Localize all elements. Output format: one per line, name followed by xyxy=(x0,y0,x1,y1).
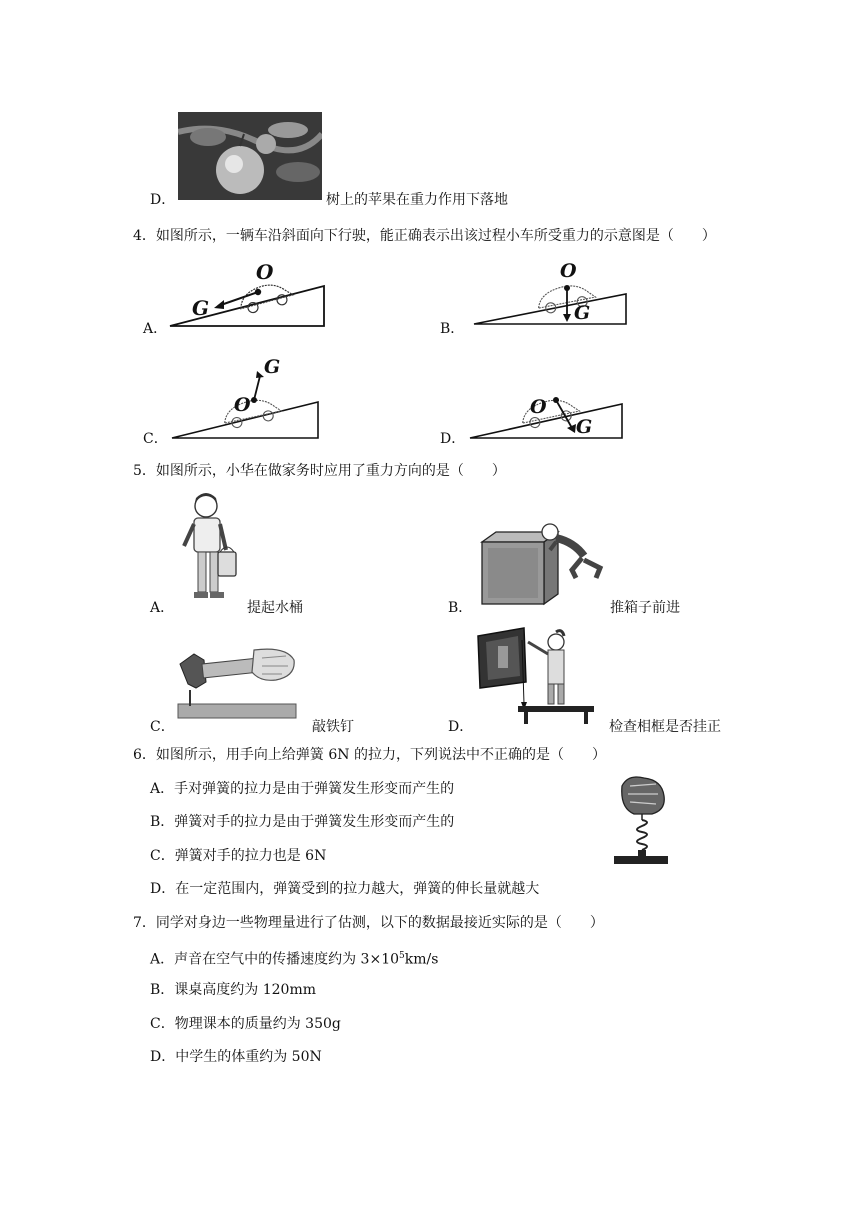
q5-option-b-image xyxy=(476,520,608,608)
q4-c-o-label: O xyxy=(234,394,251,416)
q5-stem: 5．如图所示，小华在做家务时应用了重力方向的是（ ） xyxy=(133,463,506,479)
q5-option-c-label: C． xyxy=(150,719,175,735)
q5-option-d-text: 检查相框是否挂正 xyxy=(609,719,721,735)
q4-c-g-label: G xyxy=(264,356,281,378)
q7-option-d: D．中学生的体重约为 50N xyxy=(150,1049,322,1065)
q3-apple-photo xyxy=(178,112,322,200)
q7-stem: 7．同学对身边一些物理量进行了估测，以下的数据最接近实际的是（ ） xyxy=(133,915,604,931)
q4-option-b-diagram xyxy=(470,262,630,330)
q4-d-g-label: G xyxy=(576,416,593,438)
q5-option-c-image xyxy=(176,640,300,724)
q4-option-a-label: A． xyxy=(143,321,168,337)
q6-stem: 6．如图所示，用手向上给弹簧 6N 的拉力，下列说法中不正确的是（ ） xyxy=(133,747,606,763)
q7-option-a-unit: km/s xyxy=(404,951,439,968)
q6-option-a: A．手对弹簧的拉力是由于弹簧发生形变而产生的 xyxy=(150,781,455,797)
q4-b-g-label: G xyxy=(574,302,591,324)
q5-option-a-text: 提起水桶 xyxy=(247,600,303,616)
q7-option-a xyxy=(150,947,438,969)
q5-option-c-text: 敲铁钉 xyxy=(312,719,354,735)
q4-d-o-label: O xyxy=(530,396,547,418)
q4-b-o-label: O xyxy=(560,260,577,282)
q5-option-d-label: D． xyxy=(448,719,474,735)
q4-option-d-diagram xyxy=(466,372,630,442)
q4-option-c-label: C． xyxy=(143,431,168,447)
q3-option-d-label: D． xyxy=(150,192,176,208)
q4-stem: 4．如图所示，一辆车沿斜面向下行驶，能正确表示出该过程小车所受重力的示意图是（ ） xyxy=(133,228,716,244)
q7-option-c: C．物理课本的质量约为 350g xyxy=(150,1016,341,1032)
q5-option-b-text: 推箱子前进 xyxy=(610,600,680,616)
q4-option-d-label: D． xyxy=(440,431,466,447)
q7-option-b: B．课桌高度约为 120mm xyxy=(150,982,317,998)
q5-option-b-label: B． xyxy=(448,600,473,616)
q5-option-d-image xyxy=(474,626,604,726)
q5-option-a-label: A． xyxy=(150,600,175,616)
q4-option-b-label: B． xyxy=(440,321,465,337)
q4-option-c-diagram xyxy=(168,358,324,442)
q4-option-a-diagram xyxy=(166,262,328,330)
q6-spring-hand-image xyxy=(612,774,670,866)
q4-a-g-label: G xyxy=(192,296,210,320)
q6-option-d: D．在一定范围内，弹簧受到的拉力越大，弹簧的伸长量就越大 xyxy=(150,881,540,897)
q6-option-c: C．弹簧对手的拉力也是 6N xyxy=(150,848,327,864)
q4-a-o-label: O xyxy=(256,260,274,284)
q3-option-d-text: 树上的苹果在重力作用下落地 xyxy=(326,192,508,208)
q6-option-b: B．弹簧对手的拉力是由于弹簧发生形变而产生的 xyxy=(150,814,455,830)
q7-option-a-main: A．声音在空气中的传播速度约为 3×10 xyxy=(150,951,400,968)
q7-option-a-exponent: 5 xyxy=(399,951,405,961)
q5-option-a-image xyxy=(176,490,240,606)
